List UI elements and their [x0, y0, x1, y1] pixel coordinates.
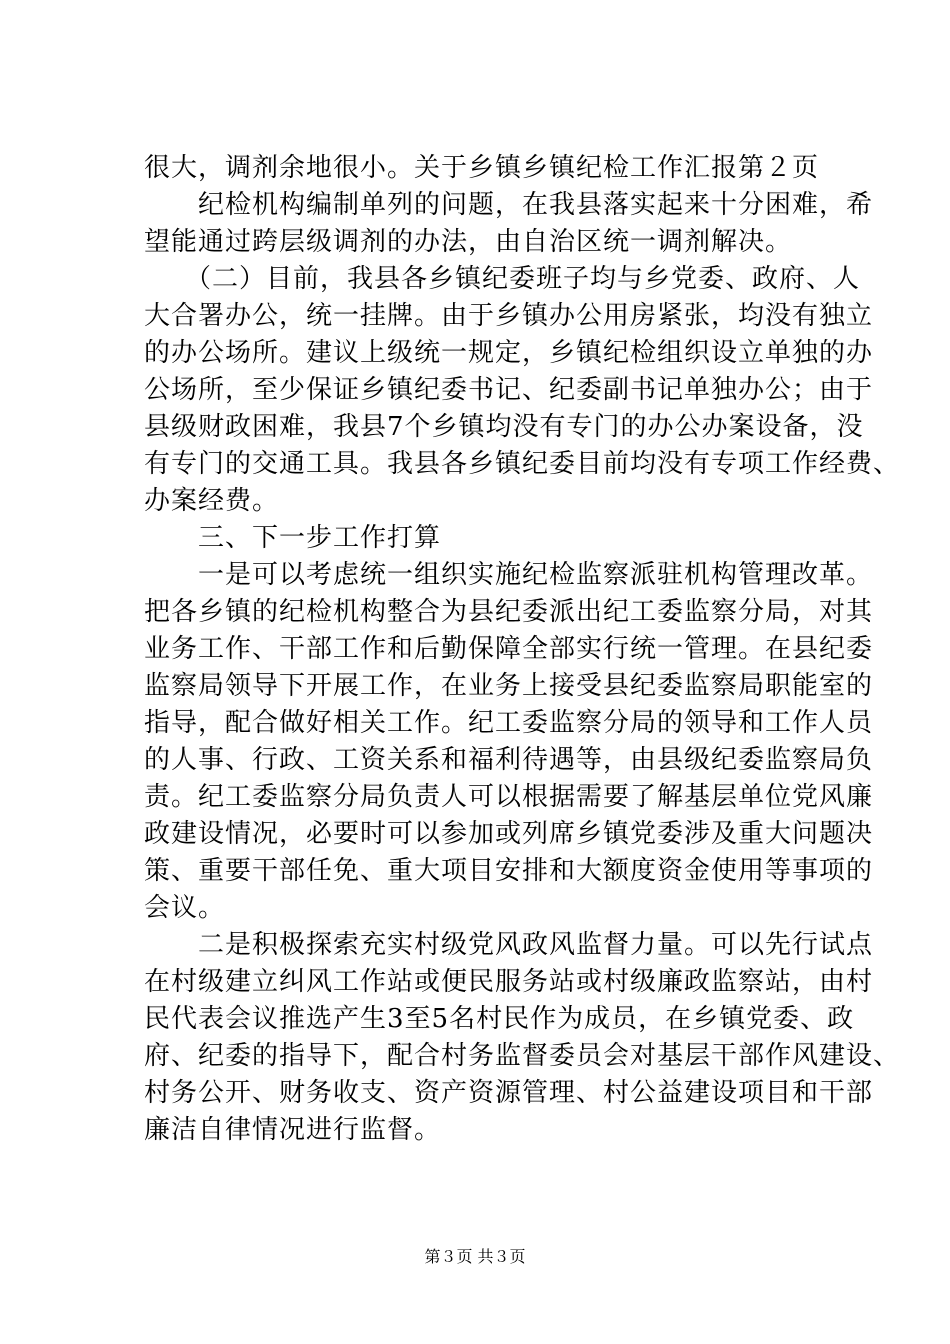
text-line: 纪检机构编制单列的问题，在我县落实起来十分困难，希	[144, 190, 874, 220]
text-line: 指导，配合做好相关工作。纪工委监察分局的领导和工作人员	[144, 708, 874, 738]
document-body	[144, 150, 901, 1149]
text-line: 责。纪工委监察分局负责人可以根据需要了解基层单位党风廉	[144, 782, 874, 812]
text-line: 政建设情况，必要时可以参加或列席乡镇党委涉及重大问题决	[144, 819, 874, 849]
text-line: 二是积极探索充实村级党风政风监督力量。可以先行试点	[144, 930, 874, 960]
page-footer: 第３页 共３页	[424, 1247, 526, 1266]
text-line: 监察局领导下开展工作，在业务上接受县纪委监察局职能室的	[144, 671, 874, 701]
text-line: 大合署办公，统一挂牌。由于乡镇办公用房紧张，均没有独立	[144, 301, 874, 331]
text-line: 的人事、行政、工资关系和福利待遇等，由县级纪委监察局负	[144, 745, 874, 775]
text-line: 三、下一步工作打算	[144, 523, 442, 553]
text-line: 在村级建立纠风工作站或便民服务站或村级廉政监察站，由村	[144, 967, 874, 997]
text-line: 的办公场所。建议上级统一规定，乡镇纪检组织设立单独的办	[144, 338, 874, 368]
text-line: 村务公开、财务收支、资产资源管理、村公益建设项目和干部	[144, 1078, 874, 1108]
text-line: 一是可以考虑统一组织实施纪检监察派驻机构管理改革。	[144, 560, 874, 590]
text-line: 把各乡镇的纪检机构整合为县纪委派出纪工委监察分局，对其	[144, 597, 874, 627]
text-line: （二）目前，我县各乡镇纪委班子均与乡党委、政府、人	[144, 264, 861, 294]
text-line: 公场所，至少保证乡镇纪委书记、纪委副书记单独办公；由于	[144, 375, 874, 405]
text-line: 办案经费。	[144, 486, 280, 516]
text-line: 业务工作、干部工作和后勤保障全部实行统一管理。在县纪委	[144, 634, 874, 664]
text-line: 很大，调剂余地很小。关于乡镇乡镇纪检工作汇报第２页	[144, 153, 820, 183]
text-line: 望能通过跨层级调剂的办法，由自治区统一调剂解决。	[144, 227, 793, 257]
text-line: 廉洁自律情况进行监督。	[144, 1115, 442, 1145]
text-line: 民代表会议推选产生3至5名村民作为成员，在乡镇党委、政	[144, 1004, 855, 1034]
text-line: 会议。	[144, 893, 226, 923]
text-line: 府、纪委的指导下，配合村务监督委员会对基层干部作风建设、	[144, 1041, 901, 1071]
text-line: 策、重要干部任免、重大项目安排和大额度资金使用等事项的	[144, 856, 874, 886]
text-line: 有专门的交通工具。我县各乡镇纪委目前均没有专项工作经费、	[144, 449, 901, 479]
text-line: 县级财政困难，我县7个乡镇均没有专门的办公办案设备，没	[144, 412, 864, 442]
